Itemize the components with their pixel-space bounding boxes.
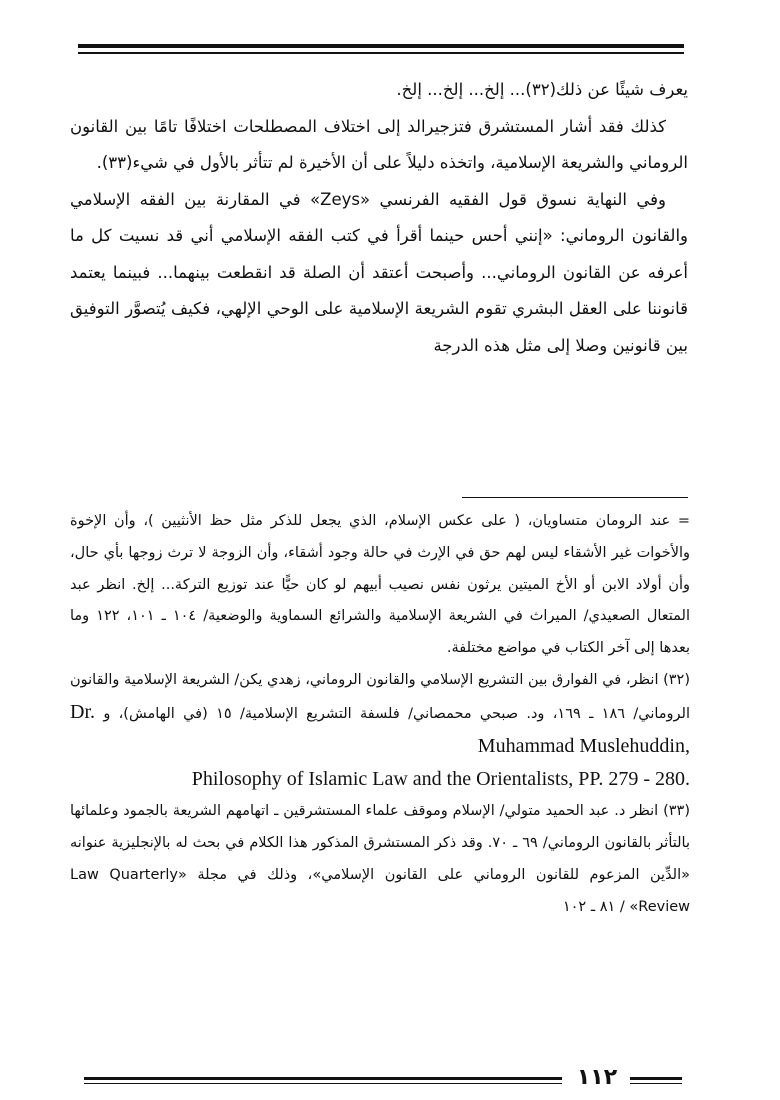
- footnote-continuation: = عند الرومان متساويان، ( على عكس الإسلام، الذي يجعل للذكر مثل حظ الأنثيين )، وأن الإخوة والأخوات غير الأشقاء ليس لهم حق في الإرث في حالة وجود أشقاء، وأن الزوجة لا ترث زوجها بأي حال، وأن أولاد الابن أو الأخ الميتين يرثون نفس نصيب أبيهم لو كان حيًّا عند توزيع التركة... إلخ. انظر عبد المتعال الصعيدي/ الميراث في الشريعة الإسلامية والشرائع السماوية والوضعية/ ١٠٤ ـ ١٠١، ١٢٢ وما بعدها إلى آخر الكتاب في مواضع مختلفة.: [70, 513, 691, 657]
- footnote-32-author: Dr. Muhammad Muslehuddin,: [70, 700, 690, 757]
- footnote-32: [70, 665, 690, 764]
- footnotes: [70, 506, 690, 923]
- paragraph-3: وفي النهاية نسوق قول الفقيه الفرنسي «Zeys» في المقارنة بين الفقه الإسلامي والقانون الروماني: «إنني أحس حينما أقرأ في كتب الفقه الإسلامي أني قد نسيت كل ما أعرفه عن القانون الروماني... وأصبحت أعتقد أن الصلة قد انقطعت بينهما... فبينما يعتمد قانوننا على العقل البشري تقوم الشريعة الإسلامية على الوحي الإلهي، فكيف يُتصوَّر التوفيق بين قانونين وصلا إلى مثل هذه الدرجة: [70, 189, 688, 355]
- paragraph-2: كذلك فقد أشار المستشرق فتزجيرالد إلى اختلاف المصطلحات اختلافًا تامًا بين القانون الروماني والشريعة الإسلامية، واتخذه دليلاً على أن الأخيرة لم تتأثر بالأول في شيء(٣٣).: [70, 116, 688, 172]
- bottom-rule-left-thin: [84, 1083, 562, 1084]
- top-rule-thin: [78, 52, 684, 54]
- footnote-separator: [462, 497, 688, 498]
- paragraph-1: يعرف شيئًا عن ذلك(٣٢)... إلخ... إلخ... إلخ.: [396, 80, 688, 99]
- bottom-rule-right-thin: [630, 1083, 682, 1084]
- footnote-32-title: Philosophy of Islamic Law and the Orientalists, PP. 279 - 280.: [191, 768, 690, 791]
- top-rule-thick: [78, 44, 684, 48]
- page-number: ١١٢: [576, 1065, 618, 1090]
- main-text: [70, 72, 688, 364]
- bottom-rule-right: [630, 1077, 682, 1080]
- footnote-32-arabic: (٣٢) انظر، في الفوارق بين التشريع الإسلامي والقانون الروماني، زهدي يكن/ الشريعة الإسلامية والقانون الروماني/ ١٨٦ ـ ١٦٩، ود. صبحي محمصاني/ فلسفة التشريع الإسلامية/ ١٥ (في الهامش)، و: [70, 671, 690, 722]
- footnote-33: (٣٣) انظر د. عبد الحميد متولي/ الإسلام وموقف علماء المستشرقين ـ اتهامهم الشريعة بالجمود وعلمائها بالتأثر بالقانون الروماني/ ٦٩ ـ ٧٠. وقد ذكر المستشرق المذكور هذا الكلام في بحث له بالإنجليزية عنوانه «الدِّين المزعوم للقانون الروماني على القانون الإسلامي»، وذلك في مجلة «Law Quarterly Review» / ٨١ ـ ١٠٢: [70, 803, 691, 915]
- bottom-rule-left: [84, 1077, 562, 1080]
